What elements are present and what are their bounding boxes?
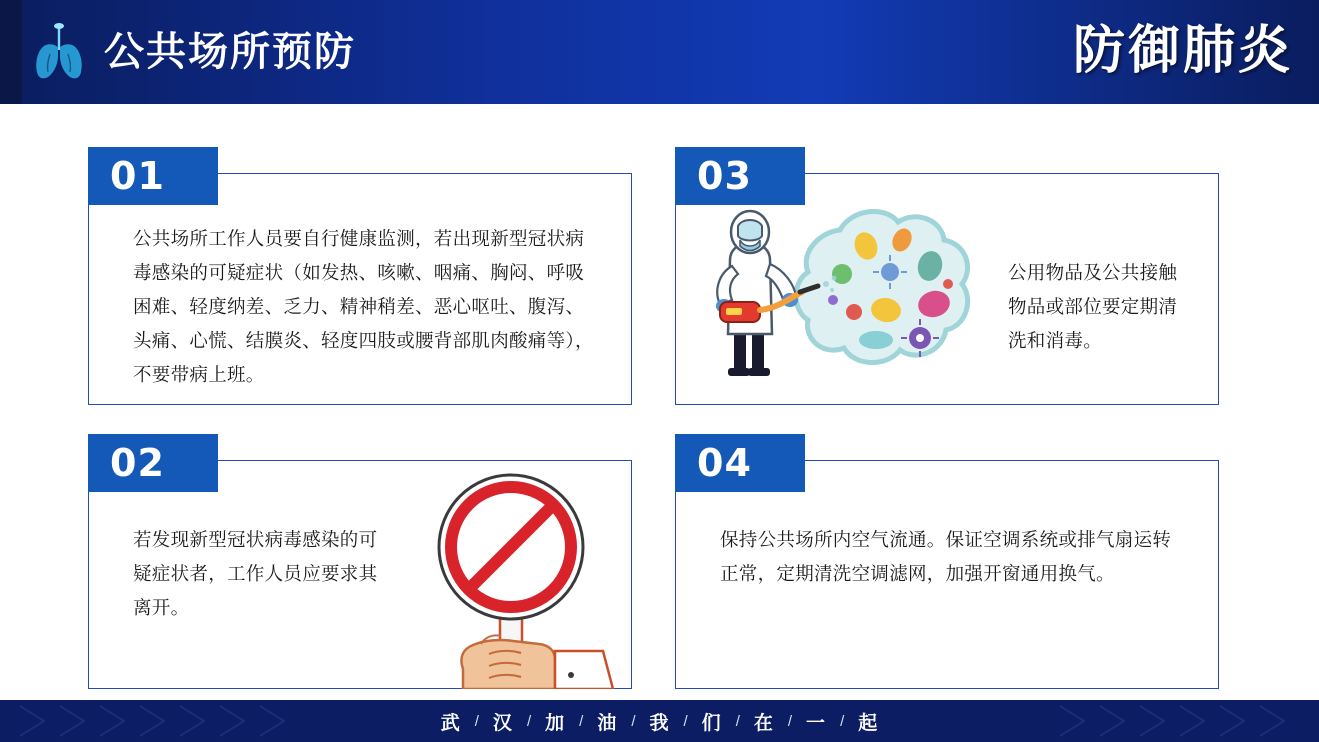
footer-separator: /: [840, 712, 845, 730]
footer-slogan: [0, 700, 1319, 742]
footer-char: 汉: [492, 712, 513, 734]
footer-char: 油: [597, 712, 618, 734]
card-body-text: 公共场所工作人员要自行健康监测，若出现新型冠状病毒感染的可疑症状（如发热、咳嗽、咽痛、胸闷、呼吸困难、轻度纳差、乏力、精神稍差、恶心呕吐、腹泻、头痛、心慌、结膜炎、轻度四肢或腰背部肌肉酸痛等），不要带病上班。: [133, 228, 594, 385]
card-number-badge: 02: [88, 434, 218, 492]
card-number-badge: 03: [675, 147, 805, 205]
footer-separator: /: [683, 712, 688, 730]
page-title: 公共场所预防: [104, 30, 356, 74]
card-number-badge: 04: [675, 434, 805, 492]
footer-separator: /: [526, 712, 532, 730]
footer-char: 起: [858, 712, 879, 734]
lungs-icon: [28, 20, 90, 86]
footer-separator: /: [474, 712, 479, 730]
footer-char: 我: [649, 712, 670, 734]
footer-separator: /: [579, 712, 584, 730]
card-number-badge: 01: [88, 147, 218, 205]
card-04: [675, 441, 1219, 689]
card-01: [88, 154, 632, 405]
footer-char: 们: [701, 712, 722, 734]
disinfection-worker-illustration: [690, 200, 1000, 386]
card-body-text: 保持公共场所内空气流通。保证空调系统或排气扇运转正常，定期清洗空调滤网，加强开窗通用换气。: [720, 529, 1172, 584]
footer-char: 一: [806, 712, 827, 734]
header-left-accent-bar: [0, 0, 22, 104]
footer-char: 加: [545, 712, 566, 734]
card-body-text: 若发现新型冠状病毒感染的可疑症状者，工作人员应要求其离开。: [133, 529, 378, 618]
card-03: [675, 154, 1219, 405]
no-entry-sign-illustration: [389, 473, 633, 689]
footer-separator: /: [631, 712, 636, 730]
card-02: [88, 441, 632, 689]
brand-title: 防御肺炎: [1072, 23, 1293, 80]
footer-char: 武: [440, 712, 461, 734]
card-body-text: 公用物品及公共接触物品或部位要定期清洗和消毒。: [1008, 262, 1178, 351]
footer-separator: /: [735, 712, 740, 730]
slide-header: [0, 0, 1319, 104]
footer-separator: /: [787, 712, 793, 730]
slide-footer: [0, 700, 1319, 742]
footer-char: 在: [753, 712, 774, 734]
